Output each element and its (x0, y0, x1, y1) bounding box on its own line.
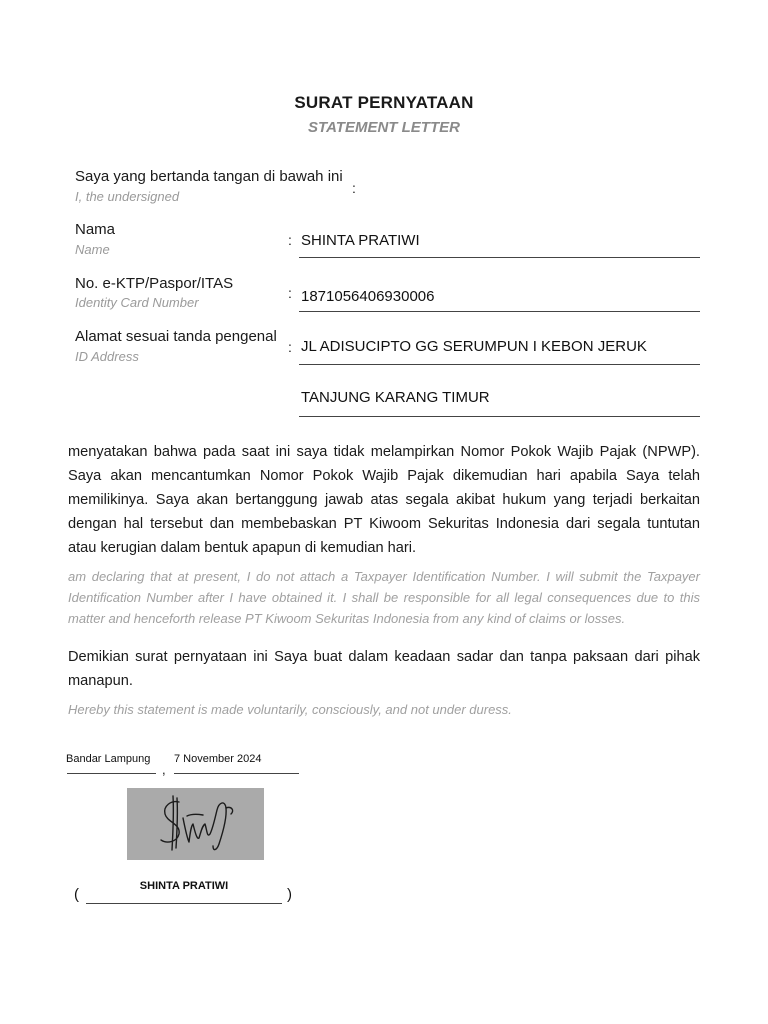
id-number-label: No. e-KTP/Paspor/ITAS (75, 275, 234, 292)
name-colon: : (288, 232, 292, 248)
signature-open-paren: ( (74, 886, 79, 903)
intro-label: Saya yang bertanda tangan di bawah ini (75, 168, 343, 185)
intro-label-en: I, the undersigned (75, 189, 180, 204)
address-value-line1: JL ADISUCIPTO GG SERUMPUN I KEBON JERUK (301, 338, 647, 355)
address-colon: : (288, 339, 292, 355)
id-number-value: 1871056406930006 (301, 288, 435, 305)
signature-close-paren: ) (287, 886, 292, 903)
handwritten-signature (127, 788, 264, 860)
statement-text-en: am declaring that at present, I do not attach a Taxpayer Identification Number. I will submit the Taxpayer Identification Number after I have obtained it. I shall be responsible for all legal consequences due to this matter and henceforth release PT Kiwoom Sekuritas Indonesia from any kind of claims or losses. (68, 569, 700, 626)
name-label-en: Name (75, 242, 110, 257)
address-label-en: ID Address (75, 349, 139, 364)
statement-text: menyatakan bahwa pada saat ini saya tidak melampirkan Nomor Pokok Wajib Pajak (NPWP). Saya akan mencantumkan Nomor Pokok Wajib Pajak dikemudian hari apabila Saya telah memilikinya. Saya akan bertanggung jawab atas segala akibat hukum yang terjadi berkaitan dengan hal tersebut dan membebaskan PT Kiwoom Sekuritas Indonesia dari segala tuntutan atau kerugian dalam bentuk apapun di kemudian hari. (68, 444, 700, 556)
id-number-label-en: Identity Card Number (75, 295, 199, 310)
closing-text: Demikian surat pernyataan ini Saya buat dalam keadaan sadar dan tanpa paksaan dari pihak manapun. (68, 649, 700, 689)
date-value: 7 November 2024 (174, 753, 262, 765)
address-label: Alamat sesuai tanda pengenal (75, 328, 277, 345)
document-title: SURAT PERNYATAAN (294, 93, 474, 112)
name-label: Nama (75, 221, 116, 238)
place-date-comma: , (162, 762, 166, 777)
id-number-colon: : (288, 285, 292, 301)
signatory-name: SHINTA PRATIWI (139, 880, 229, 892)
name-underline (299, 257, 700, 258)
document-subtitle: STATEMENT LETTER (308, 119, 460, 136)
date-underline (174, 773, 299, 774)
signature-image (127, 788, 264, 860)
address-underline-2 (299, 416, 700, 417)
address-underline-1 (299, 364, 700, 365)
signature-underline (86, 903, 282, 904)
closing-text-en: Hereby this statement is made voluntarily, consciously, and not under duress. (68, 702, 512, 717)
id-number-underline (299, 311, 700, 312)
address-value-line2: TANJUNG KARANG TIMUR (301, 389, 490, 406)
place-value: Bandar Lampung (66, 753, 151, 765)
place-underline (67, 773, 156, 774)
intro-colon: : (352, 180, 356, 196)
name-value: SHINTA PRATIWI (301, 232, 420, 249)
